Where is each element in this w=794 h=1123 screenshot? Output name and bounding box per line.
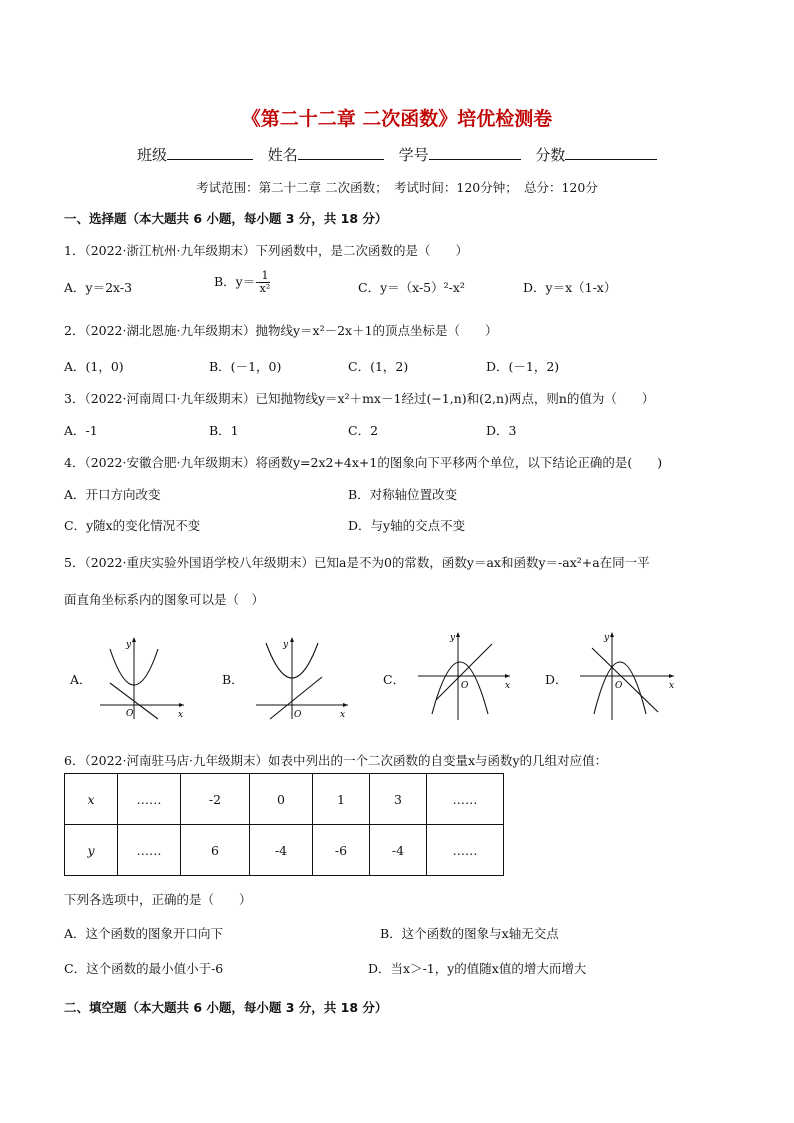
q2-option-b: B．(－1，0) (209, 359, 282, 374)
table-row (65, 825, 504, 876)
q2-option-c: C．(1，2) (348, 359, 409, 374)
student-info-line (137, 144, 667, 165)
line (436, 644, 492, 700)
q1-option-b (214, 270, 270, 295)
table-cell: 1 (313, 774, 370, 825)
x-label: x (178, 710, 184, 720)
x-label: x (669, 681, 675, 691)
section-heading-choice: 一、选择题（本大题共 6 小题，每小题 3 分，共 18 分） (64, 211, 388, 226)
question-6-stem: 6．（2022·河南驻马店·九年级期末）如表中列出的一个二次函数的自变量x与函数y的几组对应值： (64, 753, 608, 768)
q1-option-b-prefix: B．y＝- (214, 274, 260, 289)
x-label: x (340, 710, 346, 720)
question-5-stem-line1: 5．（2022·重庆实验外国语学校八年级期末）已知a是不为0的常数，函数y＝ax和函数y＝-ax²+a在同一平 (64, 555, 650, 570)
y-arrow (132, 637, 136, 642)
question-4-stem: 4．（2022·安徽合肥·九年级期末）将函数y=2x2+4x+1的图象向下平移两个单位，以下结论正确的是( ) (64, 455, 663, 470)
y-label: y (126, 640, 132, 650)
table-cell: 3 (370, 774, 427, 825)
score-blank (565, 145, 657, 160)
table-cell: …… (427, 774, 504, 825)
class-label: 班级 (137, 146, 168, 164)
q1-option-b-fraction (259, 270, 270, 295)
origin-label: O (461, 681, 469, 691)
table-cell: -6 (313, 825, 370, 876)
q5-graph-b (252, 633, 352, 721)
exam-scope: 考试范围：第二十二章 二次函数； 考试时间：120分钟； 总分：120分 (196, 180, 598, 195)
origin-label: O (126, 709, 134, 719)
q5-option-a-label: A． (70, 672, 92, 687)
q1-option-b-denominator: x² (259, 282, 271, 295)
y-arrow (290, 637, 294, 642)
table-cell: …… (118, 774, 181, 825)
score-label: 分数 (535, 146, 566, 164)
table-cell: 0 (250, 774, 313, 825)
q6-option-c: C．这个函数的最小值小于-6 (64, 961, 224, 976)
q3-option-a: A．-1 (64, 423, 98, 438)
table-cell: x (65, 774, 118, 825)
q1-option-d: D．y＝x（1-x） (523, 280, 617, 295)
y-label: y (283, 640, 289, 650)
origin-label: O (294, 710, 302, 720)
q6-option-a: A．这个函数的图象开口向下 (64, 926, 224, 941)
x-arrow (343, 703, 348, 707)
value-table (64, 773, 504, 876)
name-label: 姓名 (267, 146, 298, 164)
q1-option-a: A．y＝2x-3 (64, 280, 133, 295)
question-6-prompt: 下列各选项中，正确的是（ ） (64, 892, 252, 907)
table-row (65, 774, 504, 825)
x-arrow (505, 674, 510, 678)
q3-option-b: B．1 (209, 423, 239, 438)
q4-option-c: C．y随x的变化情况不变 (64, 518, 201, 533)
table-cell: -2 (181, 774, 250, 825)
table-cell: …… (118, 825, 181, 876)
q4-option-b: B．对称轴位置改变 (348, 487, 458, 502)
table-cell: -4 (370, 825, 427, 876)
table-cell: …… (427, 825, 504, 876)
q5-graph-a (96, 633, 188, 721)
table-cell: -4 (250, 825, 313, 876)
question-3-stem: 3．（2022·河南周口·九年级期末）已知抛物线y＝x²＋mx－1经过(−1,n)和(2,n)两点，则n的值为（ ） (64, 391, 655, 406)
q6-option-d: D．当x＞-1，y的值随x值的增大而增大 (368, 961, 587, 976)
class-blank (167, 145, 253, 160)
origin-label: O (615, 681, 623, 691)
q5-graph-d (574, 628, 682, 722)
y-arrow (610, 632, 614, 637)
line (592, 648, 658, 712)
q5-option-b-label: B． (222, 672, 244, 687)
q4-option-d: D．与y轴的交点不变 (348, 518, 466, 533)
q1-option-c: C．y＝（x-5）²-x² (358, 280, 465, 295)
q5-graph-c (412, 628, 516, 722)
q3-option-c: C．2 (348, 423, 379, 438)
id-blank (429, 145, 521, 160)
q2-option-a: A．(1，0) (64, 359, 124, 374)
q2-option-d: D．(－1，2) (486, 359, 560, 374)
id-label: 学号 (398, 146, 429, 164)
y-arrow (456, 632, 460, 637)
q3-option-d: D．3 (486, 423, 517, 438)
q1-option-b-numerator: 1 (261, 269, 269, 282)
x-arrow (669, 674, 674, 678)
q6-option-b: B．这个函数的图象与x轴无交点 (380, 926, 559, 941)
page-title: 《第二十二章 二次函数》培优检测卷 (241, 108, 553, 130)
section-heading-fill-in: 二、填空题（本大题共 6 小题，每小题 3 分，共 18 分） (64, 1000, 388, 1015)
x-label: x (505, 681, 511, 691)
q5-option-d-label: D． (545, 672, 568, 687)
table-cell: y (65, 825, 118, 876)
y-label: y (450, 633, 456, 643)
y-label: y (604, 633, 610, 643)
q5-option-c-label: C． (383, 672, 406, 687)
question-2-stem: 2．（2022·湖北恩施·九年级期末）抛物线y＝x²－2x＋1的顶点坐标是（ ） (64, 323, 498, 338)
question-1-stem: 1．（2022·浙江杭州·九年级期末）下列函数中，是二次函数的是（ ） (64, 243, 468, 258)
table-cell: 6 (181, 825, 250, 876)
question-5-stem-line2: 面直角坐标系内的图象可以是（ ） (64, 592, 265, 607)
x-arrow (179, 703, 184, 707)
parabola (432, 662, 488, 714)
name-blank (298, 145, 384, 160)
q4-option-a: A．开口方向改变 (64, 487, 161, 502)
